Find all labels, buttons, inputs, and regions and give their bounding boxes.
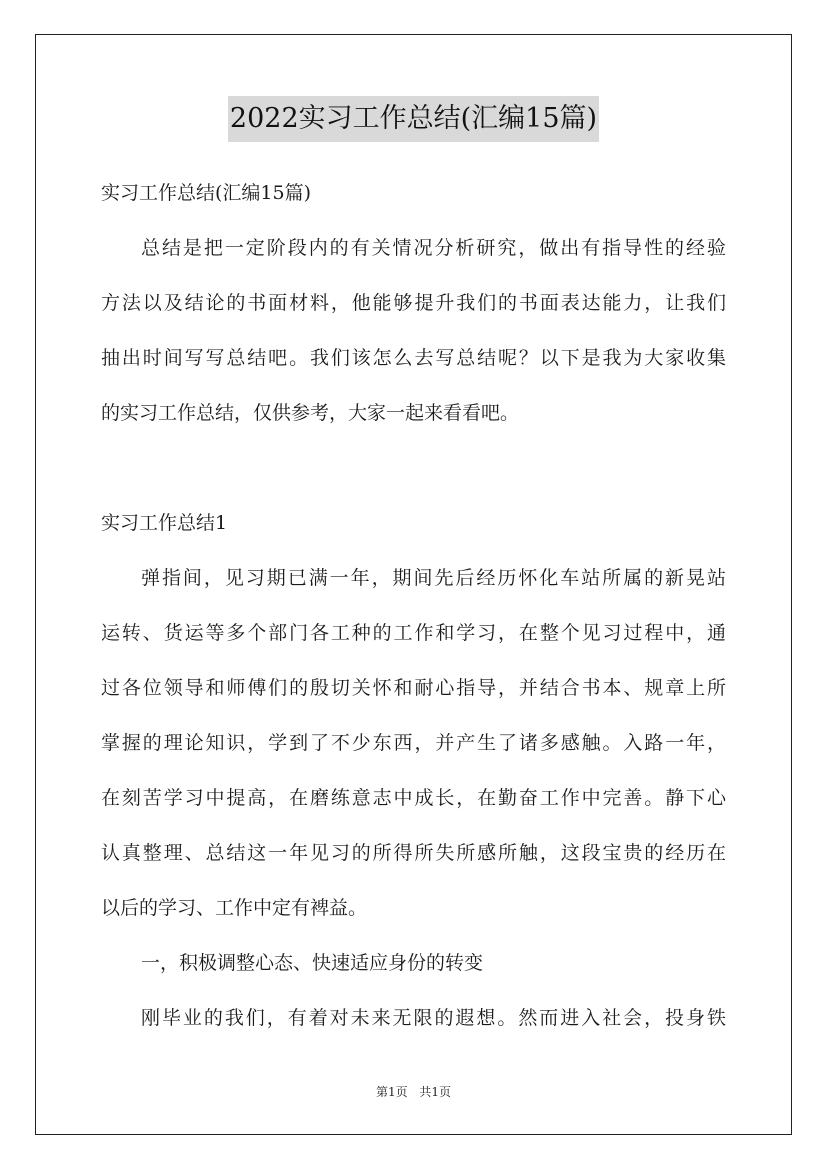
document-subtitle: 实习工作总结(汇编15篇) xyxy=(101,182,312,204)
title-container xyxy=(0,96,827,142)
page-number: 第1页 xyxy=(375,1085,408,1099)
paragraph-gap xyxy=(101,443,726,498)
body-line-2: 运转、货运等多个部门各工种的工作和学习，在整个见习过程中，通 xyxy=(101,622,726,644)
section-heading: 实习工作总结1 xyxy=(101,512,228,534)
body-line-7: 以后的学习、工作中定有裨益。 xyxy=(101,897,368,919)
body-line-1: 弹指间，见习期已满一年，期间先后经历怀化车站所属的新晃站 xyxy=(141,567,726,589)
body-line-3: 过各位领导和师傅们的殷切关怀和耐心指导，并结合书本、规章上所 xyxy=(101,677,726,699)
body-line-4: 掌握的理论知识，学到了不少东西，并产生了诸多感触。入路一年， xyxy=(101,732,726,754)
page-footer xyxy=(0,1083,827,1100)
body-line-5: 在刻苦学习中提高，在磨练意志中成长，在勤奋工作中完善。静下心 xyxy=(101,787,726,809)
page-total: 共1页 xyxy=(419,1085,452,1099)
point-line-1: 刚毕业的我们，有着对未来无限的遐想。然而进入社会，投身铁 xyxy=(141,1007,726,1029)
body-line-6: 认真整理、总结这一年见习的所得所失所感所触，这段宝贵的经历在 xyxy=(101,842,726,864)
intro-line-3: 抽出时间写写总结吧。我们该怎么去写总结呢？以下是我为大家收集 xyxy=(101,347,726,369)
intro-line-4: 的实习工作总结，仅供参考，大家一起来看看吧。 xyxy=(101,402,520,424)
point-heading: 一，积极调整心态、快速适应身份的转变 xyxy=(141,952,484,974)
intro-line-2: 方法以及结论的书面材料，他能够提升我们的书面表达能力，让我们 xyxy=(101,292,726,314)
document-body xyxy=(101,168,726,1048)
intro-line-1: 总结是把一定阶段内的有关情况分析研究，做出有指导性的经验 xyxy=(141,237,726,259)
document-title: 2022实习工作总结(汇编15篇) xyxy=(228,96,599,142)
